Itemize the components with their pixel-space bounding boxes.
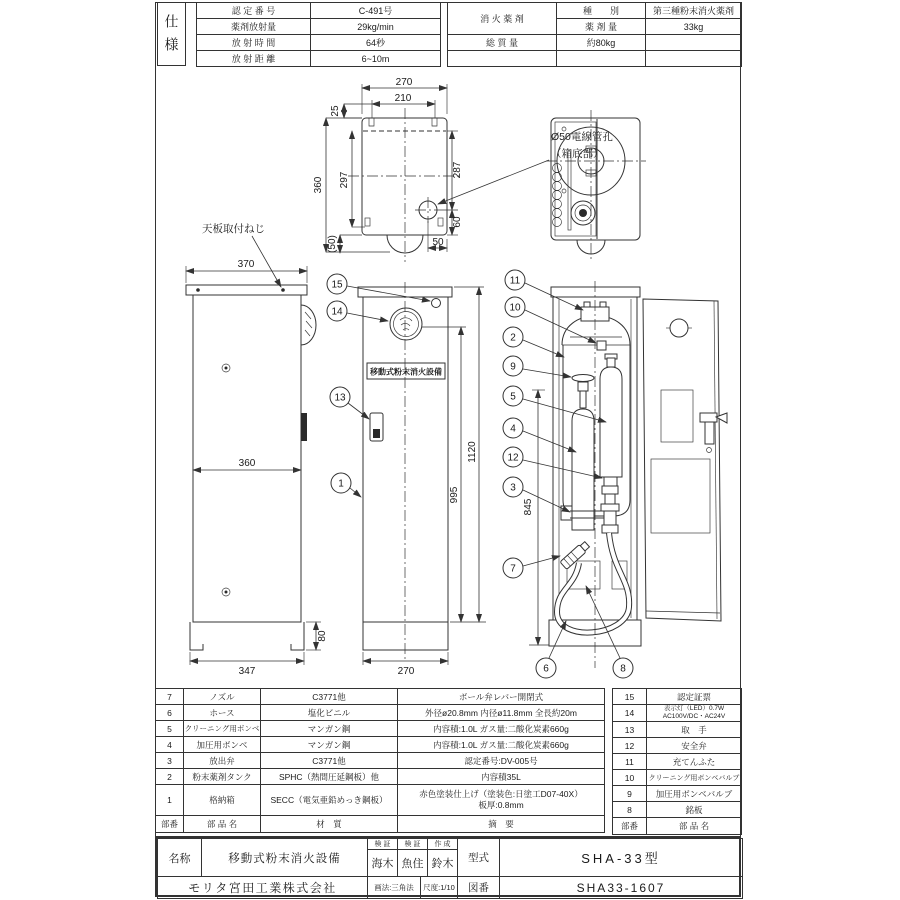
spec-value: 第三種粉末消火薬剤 [646, 3, 742, 19]
part-no: 13 [613, 722, 647, 738]
dwg-no-label: 図番 [457, 876, 500, 899]
title-name-label: 名称 [157, 838, 202, 877]
check1-name: 海木 [367, 849, 398, 877]
company-name: モリタ宮田工業株式会社 [157, 876, 368, 899]
pressure-bottle [572, 409, 594, 530]
header-part-no: 部番 [156, 816, 184, 833]
svg-text:12: 12 [507, 452, 519, 464]
table-row [613, 754, 742, 770]
title-name-value: 移動式粉末消火設備 [201, 838, 368, 877]
svg-text:6: 6 [543, 663, 549, 675]
model-label: 型式 [457, 838, 500, 877]
part-no: 6 [156, 705, 184, 721]
spec-value: 6~10m [311, 51, 441, 67]
wire-hole-note-line2: （箱底部） [551, 148, 604, 160]
callout-1 [331, 473, 361, 497]
cutaway-view [503, 270, 727, 678]
spec-value: 29kg/min [311, 19, 441, 35]
part-name: ノズル [184, 689, 261, 705]
part-note-line2: 板厚:0.8mm [478, 800, 524, 810]
table-row [156, 721, 605, 737]
header-part-name: 部 品 名 [184, 816, 261, 833]
door-hole [670, 319, 688, 337]
part-material: マンガン鋼 [261, 737, 398, 753]
part-no: 7 [156, 689, 184, 705]
spec-label: 薬 剤 量 [557, 19, 646, 35]
table-row [156, 816, 605, 833]
part-name [647, 705, 742, 722]
drawing-scale: 尺度:1/10 [420, 876, 458, 899]
part-no: 4 [156, 737, 184, 753]
dim-270-top: 270 [395, 77, 413, 88]
dim-1120: 1120 [467, 441, 478, 463]
table-row [613, 818, 742, 835]
part-name: 安全弁 [647, 738, 742, 754]
nozzle [560, 541, 590, 570]
callout-2 [503, 327, 564, 357]
top-screw-note: 天板取付ねじ [202, 223, 265, 235]
part-no: 8 [613, 802, 647, 818]
top-panel [186, 285, 307, 295]
push-button-profile [301, 413, 307, 441]
part-name-line1: 表示灯（LED）0.7W [663, 705, 725, 712]
table-row [156, 785, 605, 816]
dim-287: 287 [452, 161, 463, 179]
table-row [613, 689, 742, 705]
svg-text:5: 5 [510, 391, 516, 403]
table-row [613, 770, 742, 786]
table-row [156, 705, 605, 721]
svg-text:15: 15 [331, 279, 343, 291]
dim-270-front: 270 [397, 666, 415, 677]
alarm-bell-profile [301, 305, 316, 345]
svg-text:4: 4 [510, 423, 516, 435]
dim-80: 80 [317, 630, 328, 642]
part-no: 2 [156, 769, 184, 785]
table-row [613, 802, 742, 818]
spec-mass-label: 総 質 量 [448, 35, 557, 51]
side-view [186, 222, 328, 677]
table-row [156, 737, 605, 753]
parts-table-right [612, 688, 742, 835]
spec-label: 放 射 距 離 [197, 51, 311, 67]
dim-50-paren: (50) [327, 235, 338, 253]
part-name: 加圧用ボンベバルブ [647, 786, 742, 802]
safety-valve [604, 477, 617, 486]
part-no: 15 [613, 689, 647, 705]
dim-50-bottom: 50 [432, 237, 444, 248]
table-row [156, 753, 605, 769]
check2-name: 魚住 [397, 849, 428, 877]
svg-text:8: 8 [620, 663, 626, 675]
part-name: 放出弁 [184, 753, 261, 769]
spec-label: 認 定 番 号 [197, 3, 311, 19]
spec-section-label: 仕様 [157, 2, 186, 66]
part-note [398, 785, 605, 816]
spec-value: 64秒 [311, 35, 441, 51]
svg-text:2: 2 [510, 332, 516, 344]
title-block [155, 836, 741, 897]
table-row [156, 769, 605, 785]
dim-25: 25 [330, 105, 341, 117]
spec-value: 33kg [646, 19, 742, 35]
svg-text:3: 3 [510, 482, 516, 494]
base-stand-side [190, 622, 304, 650]
header-note: 摘 要 [398, 816, 605, 833]
check1-label: 検 証 [367, 838, 398, 850]
part-name: 取 手 [647, 722, 742, 738]
part-no: 9 [613, 786, 647, 802]
svg-text:13: 13 [334, 392, 346, 404]
discharge-valve [604, 511, 616, 525]
made-label: 作 成 [427, 838, 458, 850]
part-material: 塩化ビニル [261, 705, 398, 721]
pilot-lamp [432, 299, 441, 308]
dim-60: 60 [452, 216, 463, 228]
dwg-no-value: SHA33-1607 [499, 876, 743, 899]
part-material: マンガン鋼 [261, 721, 398, 737]
part-no: 1 [156, 785, 184, 816]
dim-210: 210 [394, 93, 412, 104]
svg-text:10: 10 [509, 302, 521, 314]
part-note: 内容積35L [398, 769, 605, 785]
part-material: SPHC（熱間圧延鋼板）他 [261, 769, 398, 785]
nameplate-label: 移動式粉末消火設備 [370, 367, 442, 377]
header-part-name: 部 品 名 [647, 818, 742, 835]
header-material: 材 質 [261, 816, 398, 833]
opened-door [643, 299, 727, 621]
part-name: クリーニング用ボンベ [184, 721, 261, 737]
spec-value: C-491号 [311, 3, 441, 19]
part-note: ボール弁レバー開閉式 [398, 689, 605, 705]
part-no: 3 [156, 753, 184, 769]
dim-370: 370 [237, 259, 255, 270]
part-no: 14 [613, 705, 647, 722]
cabinet-door [363, 297, 448, 622]
cleaning-valve [597, 341, 606, 350]
svg-text:11: 11 [509, 275, 521, 287]
header-part-no: 部番 [613, 818, 647, 835]
table-row [613, 738, 742, 754]
svg-text:14: 14 [331, 306, 343, 318]
spec-agent-label: 消 火 薬 剤 [448, 3, 557, 35]
part-name: 認定証票 [647, 689, 742, 705]
spec-label: 種 別 [557, 3, 646, 19]
dim-360-topview: 360 [313, 176, 324, 194]
part-name: 充てんふた [647, 754, 742, 770]
base-stand-front [363, 622, 448, 650]
svg-text:7: 7 [510, 563, 516, 575]
part-name: ホース [184, 705, 261, 721]
part-name: 銘板 [647, 802, 742, 818]
callout-6 [536, 621, 566, 678]
parts-table-left [155, 688, 605, 833]
part-name: 粉末薬剤タンク [184, 769, 261, 785]
part-name: 加圧用ボンベ [184, 737, 261, 753]
callout-14 [327, 301, 388, 321]
part-note: 認定番号:DV-005号 [398, 753, 605, 769]
table-row [613, 722, 742, 738]
part-note-line1: 赤色塗装仕上げ（塗装色:日塗工D07-40X） [419, 788, 583, 799]
callout-9 [503, 356, 571, 377]
part-no: 5 [156, 721, 184, 737]
spec-label: 薬剤放射量 [197, 19, 311, 35]
part-name: 格納箱 [184, 785, 261, 816]
callout-3 [503, 477, 570, 512]
spec-label: 放 射 時 間 [197, 35, 311, 51]
top-panel [551, 287, 640, 297]
alarm-bell [390, 308, 422, 340]
front-view [327, 274, 486, 677]
door-latch [700, 413, 717, 422]
dim-360-side: 360 [238, 458, 256, 469]
spec-mass-value: 約80kg [557, 35, 646, 51]
part-name: クリーニング用ボンベバルブ [647, 770, 742, 786]
table-row [156, 689, 605, 705]
dim-995: 995 [449, 486, 460, 504]
part-note: 内容積:1.0L ガス量:二酸化炭素660g [398, 721, 605, 737]
part-material: C3771他 [261, 753, 398, 769]
instruction-plate [651, 459, 710, 533]
made-name: 鈴木 [427, 849, 458, 877]
svg-text:1: 1 [338, 478, 344, 490]
svg-text:9: 9 [510, 361, 516, 373]
part-note: 内容積:1.0L ガス量:二酸化炭素660g [398, 737, 605, 753]
door-pocket [661, 390, 693, 442]
wire-hole-note-line1: Ø50電線管孔 [551, 131, 613, 143]
part-material: C3771他 [261, 689, 398, 705]
bottle-valve-wheel [572, 375, 594, 382]
part-no: 11 [613, 754, 647, 770]
dim-347: 347 [238, 666, 256, 677]
part-no: 12 [613, 738, 647, 754]
projection-method: 画法:三角法 [367, 876, 421, 899]
part-name-line2: AC100V/DC・AC24V [662, 713, 726, 721]
hose [557, 533, 629, 633]
dim-845: 845 [523, 498, 534, 516]
callout-7 [503, 556, 560, 578]
part-note: 外径ø20.8mm 内径ø11.8mm 全長約20m [398, 705, 605, 721]
cleaning-bottle [600, 367, 622, 477]
part-no: 10 [613, 770, 647, 786]
table-row [613, 705, 742, 722]
check2-label: 検 証 [397, 838, 428, 850]
dim-297: 297 [339, 171, 350, 189]
model-value: SHA-33型 [499, 838, 743, 877]
table-row [613, 786, 742, 802]
part-material: SECC（電気亜鉛めっき鋼板） [261, 785, 398, 816]
